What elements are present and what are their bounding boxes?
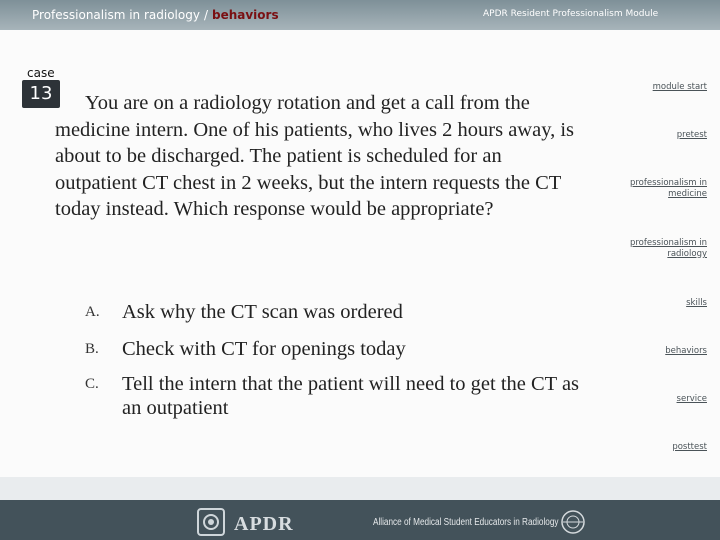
case-label: case <box>27 66 55 80</box>
footer-apdr-text: APDR <box>234 513 294 535</box>
question-text: You are on a radiology rotation and get a call from the medicine intern. One of his patients, who lives 2 hours away, is about to be discharged. The patient is scheduled for an outpatient CT chest in 2 weeks, but the intern requests the CT today instead. Which response would be appropriate? <box>55 92 575 220</box>
answer-text: Check with CT for openings today <box>122 338 406 360</box>
answer-letter: B. <box>85 341 99 357</box>
nav-module-start[interactable]: module start <box>652 82 707 92</box>
answer-option-a[interactable] <box>85 300 595 324</box>
nav-service[interactable]: service <box>676 394 707 404</box>
footer-amse-text: Alliance of Medical Student Educators in Radiology <box>373 517 559 528</box>
amser-seal-icon <box>560 509 586 535</box>
nav-posttest[interactable]: posttest <box>672 442 707 452</box>
answer-text: Ask why the CT scan was ordered <box>122 301 403 323</box>
nav-pretest[interactable]: pretest <box>676 130 707 140</box>
answer-letter: C. <box>85 376 99 392</box>
nav-professionalism-in-radiology[interactable]: professionalism in radiology <box>629 238 707 259</box>
answer-text: Tell the intern that the patient will need to get the CT as an outpatient <box>122 373 580 419</box>
answer-letter: A. <box>85 304 100 320</box>
answer-option-c[interactable] <box>85 372 595 420</box>
module-title: APDR Resident Professionalism Module <box>483 9 659 19</box>
breadcrumb-root[interactable]: Professionalism in radiology <box>32 8 200 22</box>
header-bar <box>0 0 720 30</box>
nav-professionalism-in-medicine[interactable]: professionalism in medicine <box>629 178 707 199</box>
answer-option-b[interactable] <box>85 337 595 361</box>
nav-behaviors[interactable]: behaviors <box>665 346 707 356</box>
case-number-badge: 13 <box>22 80 60 108</box>
breadcrumb <box>32 8 279 22</box>
apdr-logo-icon <box>197 508 225 536</box>
footer-bar <box>0 500 720 540</box>
nav-skills[interactable]: skills <box>686 298 707 308</box>
breadcrumb-separator: / <box>203 8 208 22</box>
breadcrumb-current: behaviors <box>211 8 279 22</box>
